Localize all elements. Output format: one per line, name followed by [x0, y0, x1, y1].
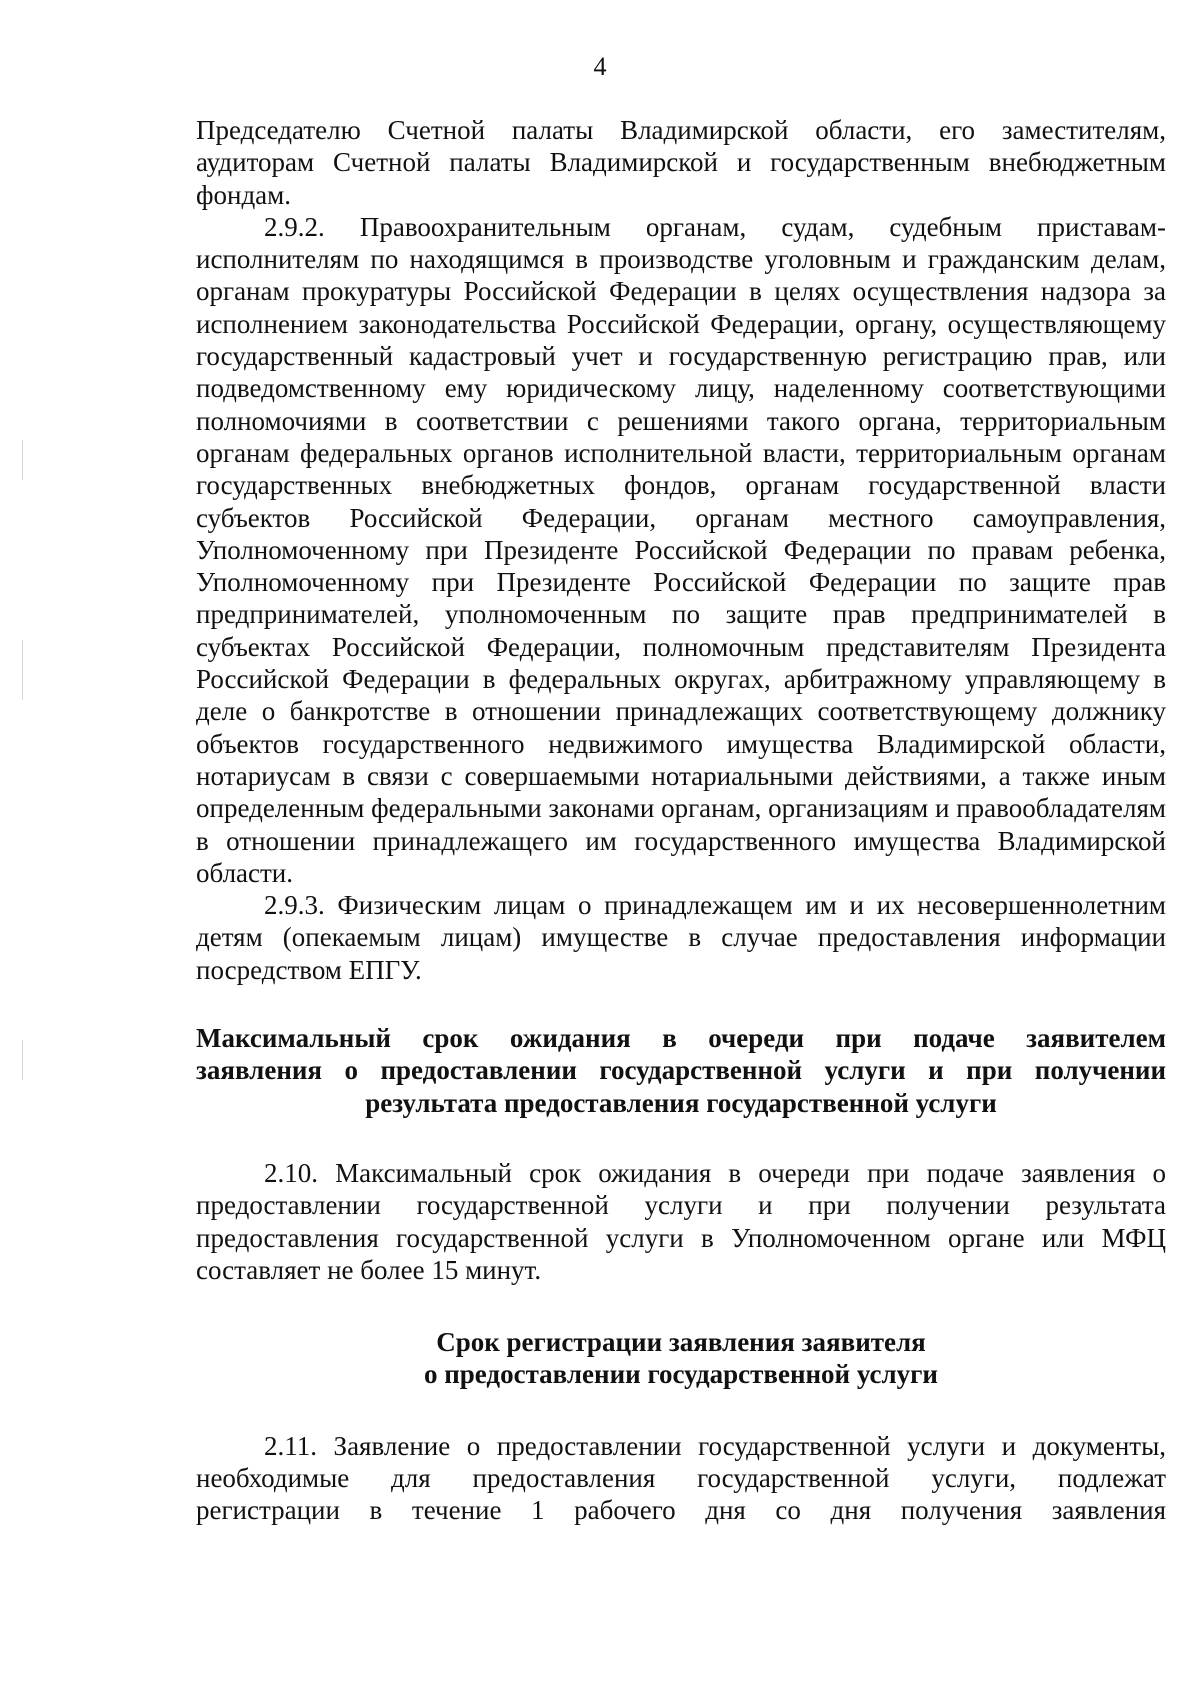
heading-line: Срок регистрации заявления заявителя — [436, 1327, 926, 1358]
paragraph-2-11 — [196, 1430, 1166, 1527]
heading-line: Максимальный срок ожидания в очереди при подаче заявителем — [196, 1023, 1166, 1054]
scan-margin-mark — [22, 440, 23, 480]
scan-margin-mark — [22, 640, 23, 700]
heading-line: о предоставлении государственной услуги — [423, 1359, 938, 1390]
paragraph-2-10: 2.10. Максимальный срок ожидания в очереди при подаче заявления о предоставлении государственной услуги и при получении результата предоставления государственной услуги в Уполномоченном органе или МФЦ составляет не более 15 минут. — [196, 1157, 1166, 1285]
scan-margin-mark — [22, 1040, 23, 1080]
paragraph-continuation: Председателю Счетной палаты Владимирской области, его заместителям, аудиторам Счетной палаты Владимирской и государственным внебюджетным фондам. — [196, 115, 1166, 210]
paragraph-2-9-2: 2.9.2. Правоохранительным органам, судам, судебным приставам-исполнителям по находящимся в производстве уголовным и гражданским делам, органам прокуратуры Российской Федерации в целях осуществления надзора за исполнением законодательства Российской Федерации, органу, осуществляющему государственный кадастровый учет и государственную регистрацию прав, или подведомственному ему юридическому лицу, наделенному соответствующими полномочиями в соответствии с решениями такого органа, территориальным органам федеральных органов исполнительной власти, территориальным органам государственных внебюджетных фондов, органам государственной власти субъектов Российской Федерации, органам местного самоуправления, Уполномоченному при Президенте Российской Федерации по правам ребенка, Уполномоченному при Президенте Российской Федерации по защите прав предпринимателей, уполномоченным по защите прав предпринимателей в субъектах Российской Федерации, полномочным представителям Президента Российской Федерации в федеральных округах, арбитражному управляющему в деле о банкротстве в отношении принадлежащих соответствующему должнику объектов государственного недвижимого имущества Владимирской области, нотариусам в связи с совершаемыми нотариальными действиями, а также иным определенным федеральными законами органам, организациям и правообладателям в отношении принадлежащего им государственного имущества Владимирской области. — [196, 211, 1166, 888]
page-number: 4 — [593, 52, 607, 81]
paragraph-line: необходимые для предоставления государственной услуги, подлежат — [196, 1462, 1166, 1493]
heading-line: результата предоставления государственной услуги — [365, 1087, 997, 1118]
section-heading-registration-term — [196, 1326, 1166, 1391]
document-body — [196, 114, 1166, 1527]
paragraph-line: регистрации в течение 1 рабочего дня со дня получения заявления — [196, 1495, 1166, 1526]
section-heading-waiting-time — [196, 1022, 1166, 1119]
paragraph-2-9-3: 2.9.3. Физическим лицам о принадлежащем им и их несовершеннолетним детям (опекаемым лицам) имуществе в случае предоставления информации посредством ЕПГУ. — [196, 890, 1166, 985]
heading-line: заявления о предоставлении государственной услуги и при получении — [196, 1055, 1166, 1086]
paragraph-line: 2.11. Заявление о предоставлении государственной услуги и документы, — [264, 1430, 1166, 1461]
